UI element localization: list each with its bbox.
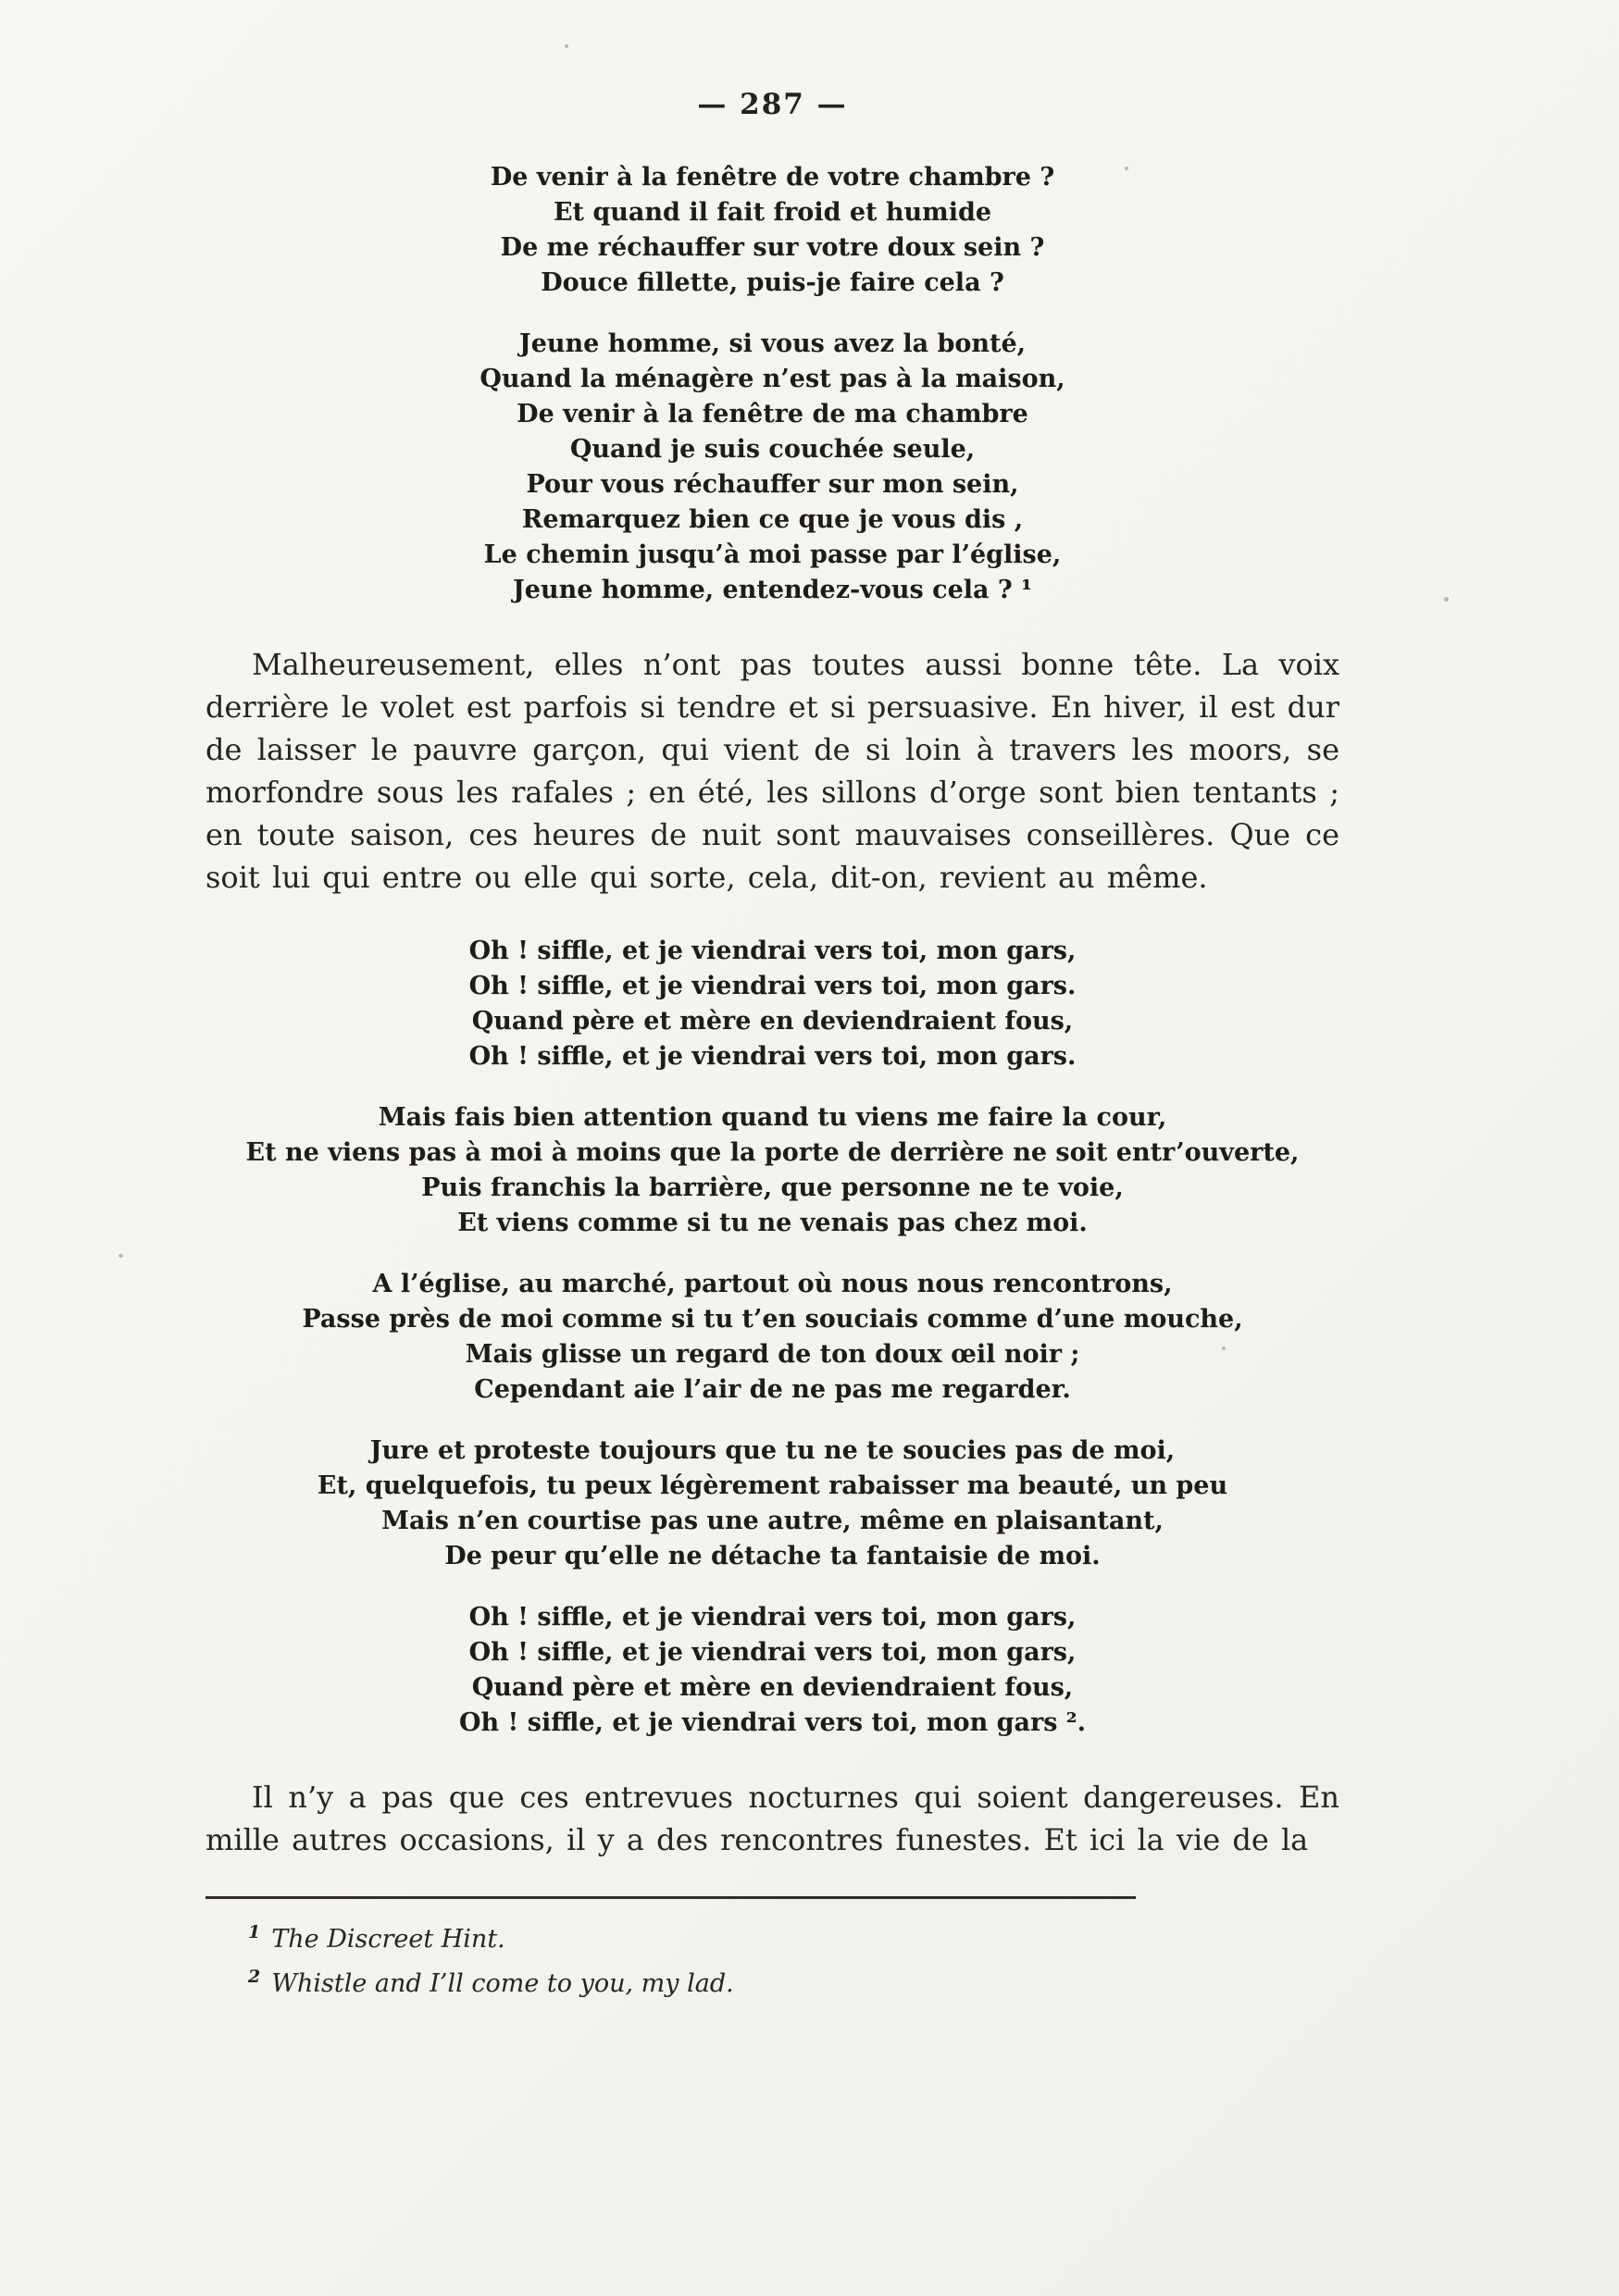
verse-line: Oh ! siffle, et je viendrai vers toi, mon gars,: [468, 1638, 1077, 1667]
footnote-1-text: The Discreet Hint.: [271, 1925, 505, 1954]
footnote-2-text: Whistle and I’ll come to you, my lad.: [271, 1969, 734, 1998]
verse-line: De venir à la fenêtre de ma chambre: [517, 400, 1028, 428]
scan-speck: [118, 1254, 123, 1258]
verse-line: Passe près de moi comme si tu t’en souciais comme d’une mouche,: [302, 1305, 1243, 1334]
verse-line: De me réchauffer sur votre doux sein ?: [500, 233, 1045, 262]
verse-line: Mais fais bien attention quand tu viens me faire la cour,: [378, 1103, 1167, 1132]
verse-line: Douce fillette, puis-je faire cela ?: [541, 268, 1004, 297]
scan-speck: [1444, 597, 1449, 602]
verse-line: A l’église, au marché, partout où nous nous rencontrons,: [372, 1270, 1173, 1298]
footnote-divider: [205, 1896, 1136, 1899]
verse-line: Et ne viens pas à moi à moins que la porte de derrière ne soit entr’ouverte,: [245, 1138, 1300, 1167]
page-number: — 287 —: [697, 88, 848, 121]
verse-line: De venir à la fenêtre de votre chambre ?: [490, 163, 1055, 192]
footnotes: [205, 1896, 1339, 2058]
verse-line: Oh ! siffle, et je viendrai vers toi, mon gars,: [468, 1603, 1077, 1632]
verse-line: De peur qu’elle ne détache ta fantaisie de moi.: [444, 1542, 1101, 1570]
verse-line: Pour vous réchauffer sur mon sein,: [526, 470, 1019, 499]
stanza-he-asks: [205, 160, 1339, 301]
footnote-2-marker: 2: [248, 1967, 261, 1987]
verse-line: Oh ! siffle, et je viendrai vers toi, mon gars,: [468, 937, 1077, 965]
scan-speck: [1125, 167, 1128, 170]
page-content: [205, 0, 1339, 2058]
footnote-2: [205, 1958, 1339, 2003]
verse-line: Et, quelquefois, tu peux légèrement rabaisser ma beauté, un peu: [317, 1471, 1228, 1500]
verse-line: Et viens comme si tu ne venais pas chez moi.: [457, 1209, 1088, 1237]
scan-speck: [1222, 1347, 1226, 1350]
stanza-chorus-first: [205, 934, 1339, 1074]
stanza-chorus-last: [205, 1600, 1339, 1741]
stanza-she-answers: [205, 327, 1339, 608]
stanza-pretend: [205, 1433, 1339, 1574]
paragraph-commentary-1: Malheureusement, elles n’ont pas toutes aussi bonne tête. La voix derrière le volet est parfois si tendre et si persuasive. En hiver, il est dur de laisser le pauvre garçon, qui vient de si loin à travers les moors, se morfondre sous les rafales ; en été, les sillons d’orge sont bien tentants ; en toute saison, ces heures de nuit sont mauvaises conseillères. Que ce soit lui qui entre ou elle qui sorte, cela, dit-on, revient au même.: [205, 647, 1339, 895]
verse-line: Quand je suis couchée seule,: [569, 435, 976, 464]
stanza-caution: [205, 1100, 1339, 1241]
verse-line: Jeune homme, entendez-vous cela ? ¹: [513, 576, 1032, 604]
verse-line: Cependant aie l’air de ne pas me regarder.: [474, 1375, 1071, 1404]
verse-line: Quand la ménagère n’est pas à la maison,: [479, 365, 1065, 393]
verse-line: Le chemin jusqu’à moi passe par l’église,: [483, 540, 1062, 569]
verse-line: Et quand il fait froid et humide: [553, 198, 992, 227]
verse-line: Mais glisse un regard de ton doux œil noir ;: [465, 1340, 1080, 1369]
verse-line: Oh ! siffle, et je viendrai vers toi, mon gars ².: [458, 1708, 1087, 1737]
footnote-1: [205, 1914, 1339, 1958]
verse-line: Jure et proteste toujours que tu ne te soucies pas de moi,: [369, 1436, 1176, 1465]
verse-line: Oh ! siffle, et je viendrai vers toi, mon gars.: [468, 1042, 1077, 1071]
verse-line: Quand père et mère en deviendraient fous,: [471, 1673, 1074, 1702]
verse-line: Mais n’en courtise pas une autre, même en plaisantant,: [381, 1507, 1164, 1535]
verse-line: Puis franchis la barrière, que personne ne te voie,: [421, 1173, 1124, 1202]
verse-line: Quand père et mère en deviendraient fous,: [471, 1007, 1074, 1036]
verse-line: Oh ! siffle, et je viendrai vers toi, mon gars.: [468, 972, 1077, 1000]
scan-speck: [565, 44, 568, 48]
paragraph-commentary-2: Il n’y a pas que ces entrevues nocturnes qui soient dangereuses. En mille autres occasions, il y a des rencontres funestes. Et ici la vie de la: [205, 1780, 1339, 1857]
verse-line: Jeune homme, si vous avez la bonté,: [518, 329, 1027, 358]
stanza-meeting: [205, 1267, 1339, 1408]
verse-line: Remarquez bien ce que je vous dis ,: [521, 505, 1024, 534]
footnote-1-marker: 1: [248, 1922, 261, 1942]
